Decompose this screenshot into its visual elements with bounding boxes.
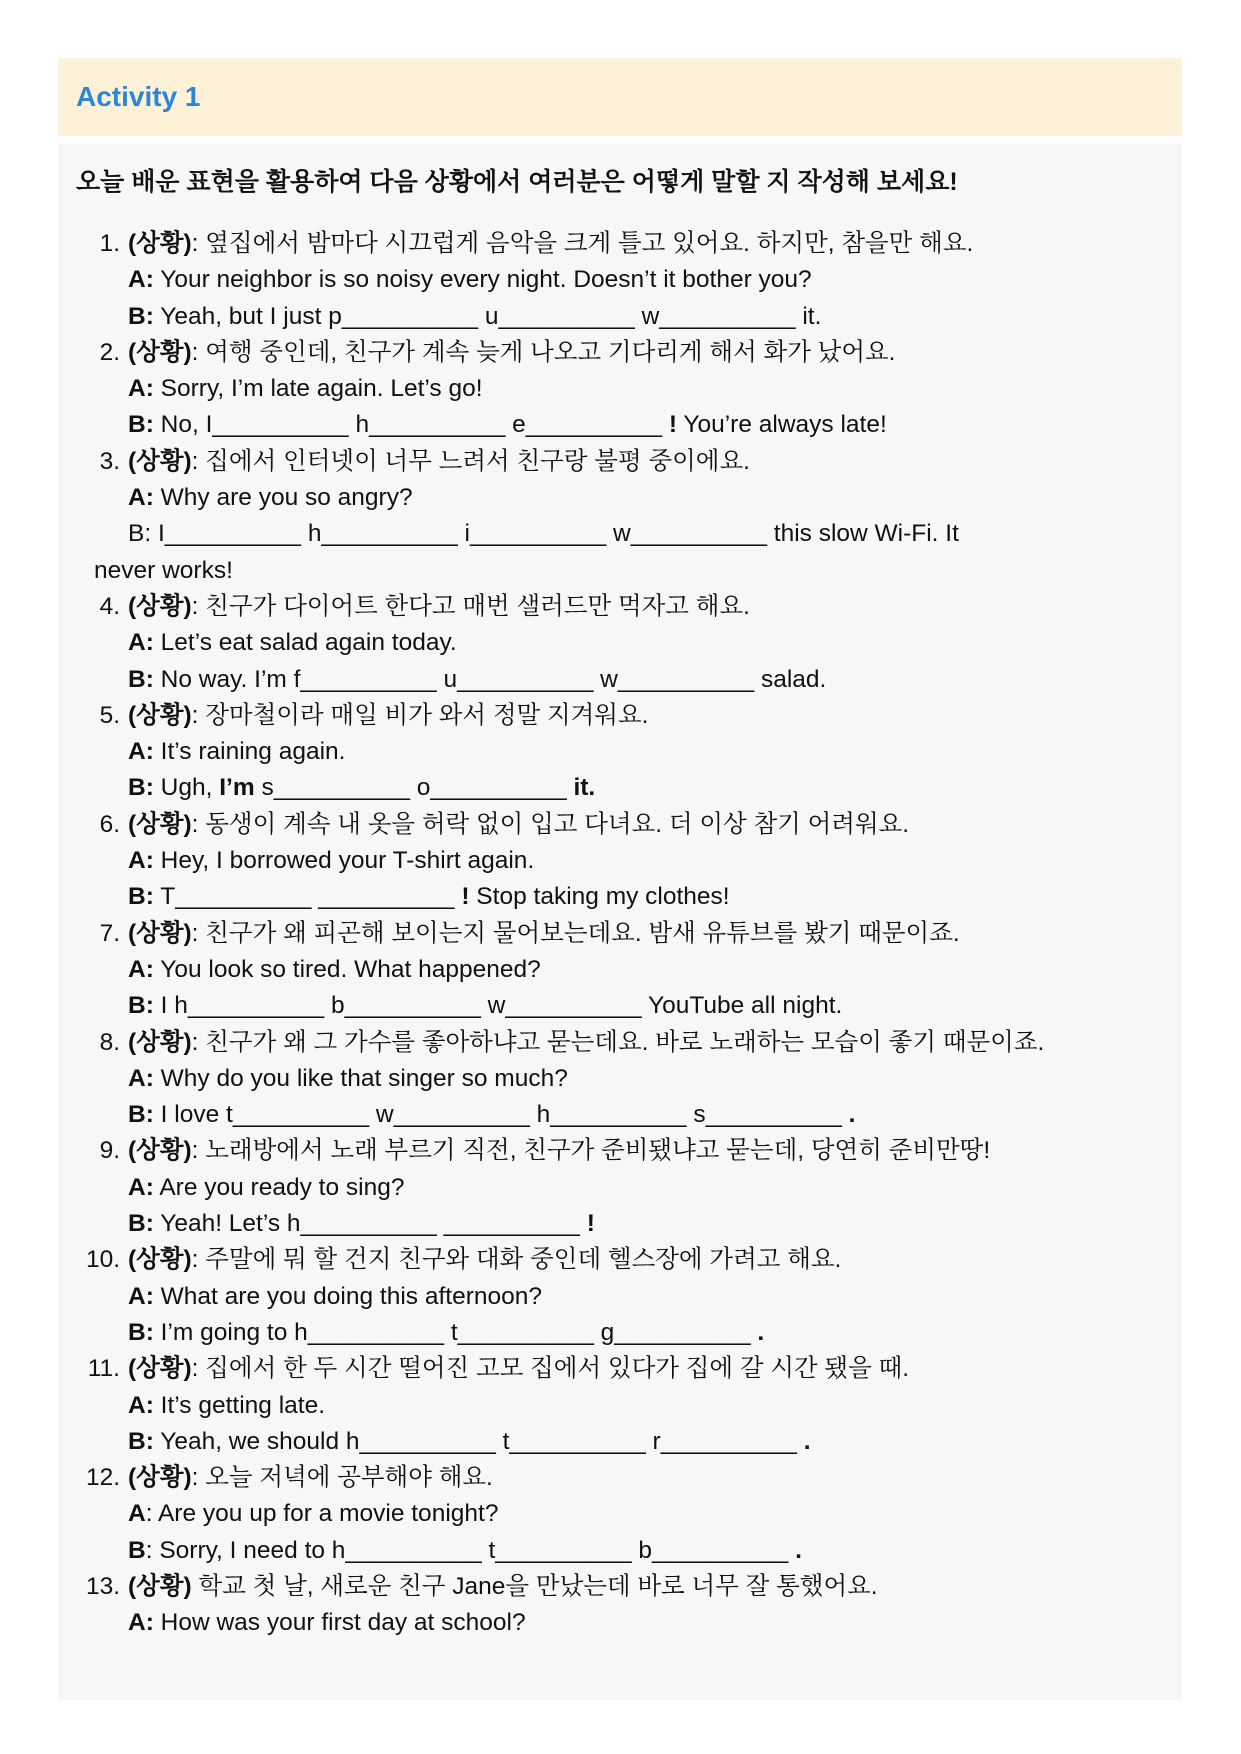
speaker-b-emphasis: . (757, 1318, 765, 1346)
situation-line (128, 226, 1164, 262)
speaker-a-text: Why are you so angry? (153, 484, 413, 512)
speaker-a-text: It’s getting late. (153, 1391, 326, 1419)
dialogue-a-line (128, 262, 1164, 298)
situation-tag: (상황) (128, 1355, 192, 1383)
speaker-b-emphasis: . (795, 1536, 802, 1564)
situation-tag: (상황) (128, 1572, 192, 1600)
item-number: 12. (85, 1464, 120, 1492)
speaker-a-text: Let’s eat salad again today. (153, 629, 457, 657)
item-body (128, 444, 1164, 553)
speaker-a-text: How was your first day at school? (153, 1609, 526, 1637)
item-body (128, 698, 1164, 807)
item-number: 8. (99, 1028, 120, 1056)
dialogue-b-line (128, 1097, 1164, 1133)
speaker-b-text: Yeah! Let’s h__________ __________ (153, 1210, 587, 1238)
item-body (128, 1351, 1164, 1460)
situation-text: : 장마철이라 매일 비가 와서 정말 지겨워요. (191, 701, 649, 729)
item-body (128, 807, 1164, 916)
item-body (128, 1460, 1164, 1569)
situation-tag: (상황) (128, 230, 192, 257)
item-number: 5. (99, 701, 120, 729)
dialogue-a-line (128, 1605, 1164, 1641)
situation-line (128, 1242, 1164, 1278)
situation-line (128, 589, 1164, 625)
speaker-b-text: Yeah, but I just p__________ u__________ w__________ it. (153, 302, 822, 330)
situation-text: : 집에서 인터넷이 너무 느려서 친구랑 불평 중이에요. (191, 447, 750, 475)
dialogue-a-line (128, 734, 1164, 770)
speaker-a-label: A: (128, 1173, 154, 1201)
speaker-a-label: A: (128, 266, 154, 294)
speaker-a-label: A: (128, 1609, 154, 1637)
item-number: 2. (99, 338, 120, 366)
speaker-a-label: A: (128, 847, 154, 875)
speaker-b-label: B: (128, 302, 154, 330)
speaker-a-text: You look so tired. What happened? (153, 955, 541, 983)
situation-line (128, 1025, 1164, 1061)
item-number: 10. (85, 1246, 120, 1274)
speaker-b-text: I love t__________ w__________ h__________ s__________ (153, 1101, 849, 1129)
situation-tag: (상황) (128, 810, 192, 838)
speaker-a-label: A: (128, 738, 154, 766)
speaker-b-label: B: (128, 665, 154, 693)
speaker-b-label: B: (128, 1101, 154, 1129)
speaker-b-text: Yeah, we should h__________ t__________ r__________ (153, 1427, 804, 1455)
speaker-b-label: B: (128, 411, 154, 439)
exercise-item (76, 444, 1164, 553)
speaker-a-text: : Are you up for a movie tonight? (145, 1500, 499, 1528)
item-body (128, 335, 1164, 444)
exercise-item (76, 1025, 1164, 1134)
situation-tag: (상황) (128, 919, 192, 947)
dialogue-a-line (128, 1496, 1164, 1532)
situation-tag: (상황) (128, 338, 192, 366)
dialogue-a-line (128, 952, 1164, 988)
item-body (128, 1133, 1164, 1242)
exercise-item (76, 1242, 1164, 1351)
item-body (128, 1025, 1164, 1134)
speaker-b-label: B: (128, 774, 154, 802)
situation-text: : 옆집에서 밤마다 시끄럽게 음악을 크게 틀고 있어요. 하지만, 참을만 해요. (191, 230, 974, 257)
exercise-item (76, 1569, 1164, 1642)
situation-tag: (상황) (128, 1246, 192, 1274)
speaker-b-text: T__________ __________ (153, 883, 462, 911)
dialogue-a-line (128, 1279, 1164, 1315)
situation-tag: (상황) (128, 1028, 192, 1056)
item-number: 13. (85, 1572, 120, 1600)
dialogue-b-line (128, 662, 1164, 698)
situation-line (128, 1351, 1164, 1387)
exercise-item (76, 916, 1164, 1025)
speaker-a-text: Your neighbor is so noisy every night. Doesn’t it bother you? (153, 266, 812, 294)
item-number: 9. (99, 1137, 120, 1165)
item-body (128, 226, 1164, 335)
speaker-b-emphasis: . (848, 1101, 856, 1129)
speaker-b-emphasis: ! (668, 411, 678, 439)
speaker-b-label: B: (128, 883, 154, 911)
situation-text: : 노래방에서 노래 부르기 직전, 친구가 준비됐냐고 묻는데, 당연히 준비만땅! (191, 1137, 991, 1165)
dialogue-b-line (128, 1315, 1164, 1351)
speaker-b-emphasis: ! (461, 883, 470, 911)
situation-line (128, 1569, 1164, 1605)
speaker-a-label: A: (128, 375, 154, 403)
speaker-b-emphasis: ! (586, 1210, 595, 1238)
item-body (128, 1242, 1164, 1351)
situation-line (128, 1133, 1164, 1169)
item-number: 6. (99, 810, 120, 838)
dialogue-b-line (128, 516, 1164, 552)
instruction-text: 오늘 배운 표현을 활용하여 다음 상황에서 여러분은 어떻게 말할 지 작성해 보세요! (76, 168, 958, 196)
exercise-item (76, 1351, 1164, 1460)
dialogue-a-line (128, 1388, 1164, 1424)
situation-tag: (상황) (128, 592, 192, 620)
item-number: 11. (87, 1355, 120, 1383)
item-number: 1. (99, 230, 120, 257)
speaker-b-label: B: (128, 1427, 154, 1455)
situation-text: : 동생이 계속 내 옷을 허락 없이 입고 다녀요. 더 이상 참기 어려워요. (191, 810, 910, 838)
situation-tag: (상황) (128, 447, 192, 475)
dialogue-b-line (128, 988, 1164, 1024)
speaker-b-text: B: I__________ h__________ i__________ w__________ this slow Wi-Fi. It (128, 520, 959, 548)
exercise-item (76, 698, 1164, 807)
situation-text: : 집에서 한 두 시간 떨어진 고모 집에서 있다가 집에 갈 시간 됐을 때. (191, 1355, 910, 1383)
speaker-a-text: Hey, I borrowed your T-shirt again. (153, 847, 535, 875)
speaker-b-text: I’m going to h__________ t__________ g__________ (153, 1318, 758, 1346)
item-number: 7. (99, 919, 120, 947)
speaker-b-label: B: (128, 1210, 154, 1238)
dialogue-a-line (128, 625, 1164, 661)
dialogue-a-line (128, 1061, 1164, 1097)
speaker-a-label: A: (128, 1391, 154, 1419)
dialogue-a-line (128, 371, 1164, 407)
situation-text: : 친구가 다이어트 한다고 매번 샐러드만 먹자고 해요. (191, 592, 750, 620)
speaker-b-label: B: (128, 992, 154, 1020)
item-body (128, 1569, 1164, 1642)
situation-line (128, 335, 1164, 371)
exercise-item (76, 807, 1164, 916)
situation-text: : 주말에 뭐 할 건지 친구와 대화 중인데 헬스장에 가려고 해요. (191, 1246, 842, 1274)
speaker-b-label: B (128, 1536, 146, 1564)
speaker-b-text-continued: s__________ o__________ (254, 774, 574, 802)
dialogue-b-line (128, 770, 1164, 806)
situation-tag: (상황) (128, 1137, 192, 1165)
dialogue-b-line (128, 1424, 1164, 1460)
speaker-b-emphasis: . (803, 1427, 811, 1455)
exercise-item (76, 589, 1164, 698)
speaker-a-label: A: (128, 1064, 154, 1092)
exercise-item (76, 226, 1164, 335)
situation-line (128, 1460, 1164, 1496)
speaker-a-text: Why do you like that singer so much? (153, 1064, 568, 1092)
situation-line (128, 807, 1164, 843)
activity-header (58, 58, 1182, 136)
speaker-b-text-continued: Stop taking my clothes! (469, 883, 730, 911)
speaker-b-text: I h__________ b__________ w__________ YouTube all night. (153, 992, 843, 1020)
item-body (128, 916, 1164, 1025)
speaker-a-label: A (128, 1500, 146, 1528)
exercise-item (76, 335, 1164, 444)
speaker-b-emphasis: I’m (219, 774, 255, 802)
speaker-a-text: What are you doing this afternoon? (153, 1282, 543, 1310)
exercise-item-continuation (76, 553, 1164, 589)
dialogue-a-line (128, 843, 1164, 879)
exercise-item (76, 1460, 1164, 1569)
situation-text: : 오늘 저녁에 공부해야 해요. (191, 1464, 493, 1492)
speaker-b-text-wrapped: never works! (94, 556, 233, 584)
activity-title: Activity 1 (76, 81, 201, 112)
dialogue-b-line (128, 1533, 1164, 1569)
dialogue-b-line (128, 879, 1164, 915)
speaker-b-text: Ugh, (153, 774, 220, 802)
dialogue-a-line (128, 480, 1164, 516)
speaker-a-text: It’s raining again. (153, 738, 346, 766)
speaker-b-text: No way. I’m f__________ u__________ w__________ salad. (153, 665, 827, 693)
item-number: 3. (99, 447, 120, 475)
situation-line (128, 698, 1164, 734)
speaker-b-label: B: (128, 1318, 154, 1346)
situation-tag: (상황) (128, 1464, 192, 1492)
speaker-b-text: : Sorry, I need to h__________ t__________ b__________ (145, 1536, 796, 1564)
dialogue-b-line (128, 407, 1164, 443)
item-body (128, 589, 1164, 698)
situation-text: : 여행 중인데, 친구가 계속 늦게 나오고 기다리게 해서 화가 났어요. (191, 338, 896, 366)
speaker-b-emphasis-end: it. (573, 774, 596, 802)
speaker-a-text: Are you ready to sing? (153, 1173, 405, 1201)
situation-line (128, 444, 1164, 480)
speaker-a-text: Sorry, I’m late again. Let’s go! (153, 375, 483, 403)
exercise-item (76, 1133, 1164, 1242)
situation-line (128, 916, 1164, 952)
speaker-a-label: A: (128, 1282, 154, 1310)
dialogue-b-line (128, 1206, 1164, 1242)
speaker-a-label: A: (128, 484, 154, 512)
situation-text: : 친구가 왜 그 가수를 좋아하냐고 묻는데요. 바로 노래하는 모습이 좋기 때문이죠. (191, 1028, 1045, 1056)
speaker-b-text: No, I__________ h__________ e__________ (153, 411, 669, 439)
item-number: 4. (99, 592, 120, 620)
speaker-a-label: A: (128, 629, 154, 657)
dialogue-a-line (128, 1170, 1164, 1206)
situation-text: 학교 첫 날, 새로운 친구 Jane을 만났는데 바로 너무 잘 통했어요. (191, 1572, 878, 1600)
exercise-list (76, 226, 1164, 1642)
dialogue-b-line (128, 299, 1164, 335)
activity-panel (58, 144, 1182, 1700)
speaker-b-text-continued: You’re always late! (677, 411, 887, 439)
situation-text: : 친구가 왜 피곤해 보이는지 물어보는데요. 밤새 유튜브를 봤기 때문이죠. (191, 919, 960, 947)
speaker-a-label: A: (128, 955, 154, 983)
situation-tag: (상황) (128, 701, 192, 729)
